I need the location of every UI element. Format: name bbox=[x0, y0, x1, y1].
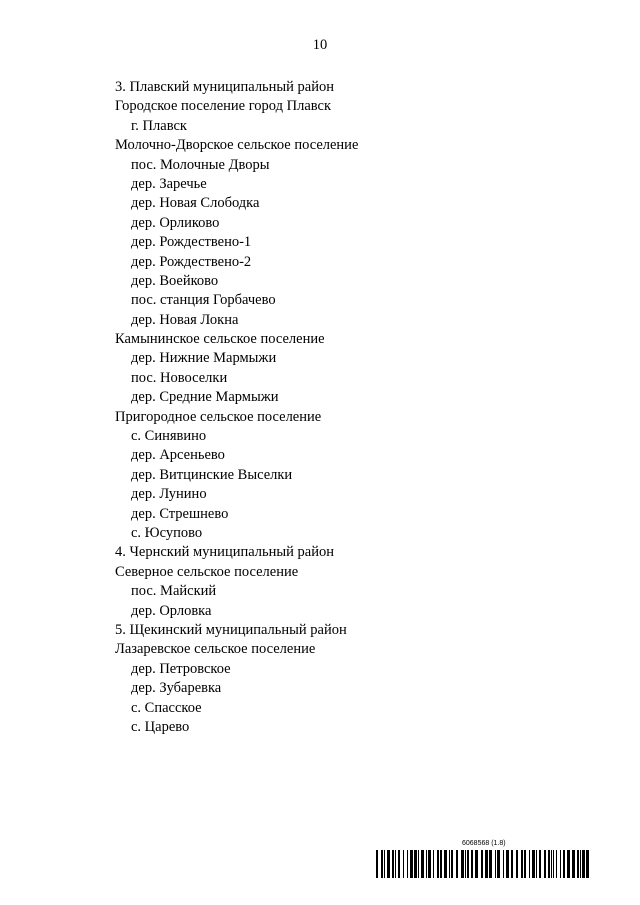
settlement-item: дер. Орликово bbox=[131, 214, 220, 231]
settlement-item: дер. Лунино bbox=[131, 486, 207, 503]
section-heading: Северное сельское поселение bbox=[115, 563, 299, 580]
section-heading: Городское поселение город Плавск bbox=[115, 98, 332, 115]
section-heading: Молочно-Дворское сельское поселение bbox=[115, 137, 359, 154]
settlement-list bbox=[115, 78, 358, 737]
settlement-item: дер. Новая Локна bbox=[131, 311, 239, 328]
settlement-item: пос. станция Горбачево bbox=[131, 292, 276, 309]
settlement-item: дер. Стрешнево bbox=[131, 505, 229, 522]
section-heading: 5. Щекинский муниципальный район bbox=[115, 621, 347, 638]
settlement-item: пос. Молочные Дворы bbox=[131, 156, 270, 173]
settlement-item: дер. Зубаревка bbox=[131, 680, 222, 697]
section-heading: Лазаревское сельское поселение bbox=[115, 641, 316, 658]
settlement-item: с. Царево bbox=[131, 718, 190, 735]
settlement-item: дер. Заречье bbox=[131, 175, 207, 192]
settlement-item: пос. Новоселки bbox=[131, 369, 228, 386]
settlement-item: дер. Витцинские Выселки bbox=[131, 466, 293, 483]
settlement-item: дер. Новая Слободка bbox=[131, 195, 260, 212]
settlement-item: с. Синявино bbox=[131, 428, 207, 445]
section-heading: Камынинское сельское поселение bbox=[115, 331, 325, 348]
page-number: 10 bbox=[312, 37, 328, 53]
settlement-item: пос. Майский bbox=[131, 583, 217, 600]
barcode-caption: 6068568 (1.8) bbox=[462, 840, 506, 847]
settlement-item: г. Плавск bbox=[131, 117, 187, 134]
settlement-item: дер. Рождествено-2 bbox=[131, 253, 252, 270]
settlement-item: дер. Воейково bbox=[131, 272, 219, 289]
settlement-item: дер. Орловка bbox=[131, 602, 212, 619]
section-heading: 3. Плавский муниципальный район bbox=[115, 79, 335, 95]
settlement-item: с. Юсупово bbox=[131, 524, 203, 541]
section-heading: Пригородное сельское поселение bbox=[115, 408, 322, 425]
settlement-item: дер. Рождествено-1 bbox=[131, 234, 252, 251]
settlement-item: дер. Нижние Мармыжи bbox=[131, 350, 277, 367]
settlement-item: с. Спасское bbox=[131, 699, 202, 716]
settlement-item: дер. Арсеньево bbox=[131, 447, 225, 464]
section-heading: 4. Чернский муниципальный район bbox=[115, 544, 334, 561]
settlement-item: дер. Петровское bbox=[131, 660, 231, 677]
settlement-item: дер. Средние Мармыжи bbox=[131, 389, 279, 406]
barcode-icon bbox=[376, 850, 590, 878]
barcode bbox=[376, 840, 590, 880]
